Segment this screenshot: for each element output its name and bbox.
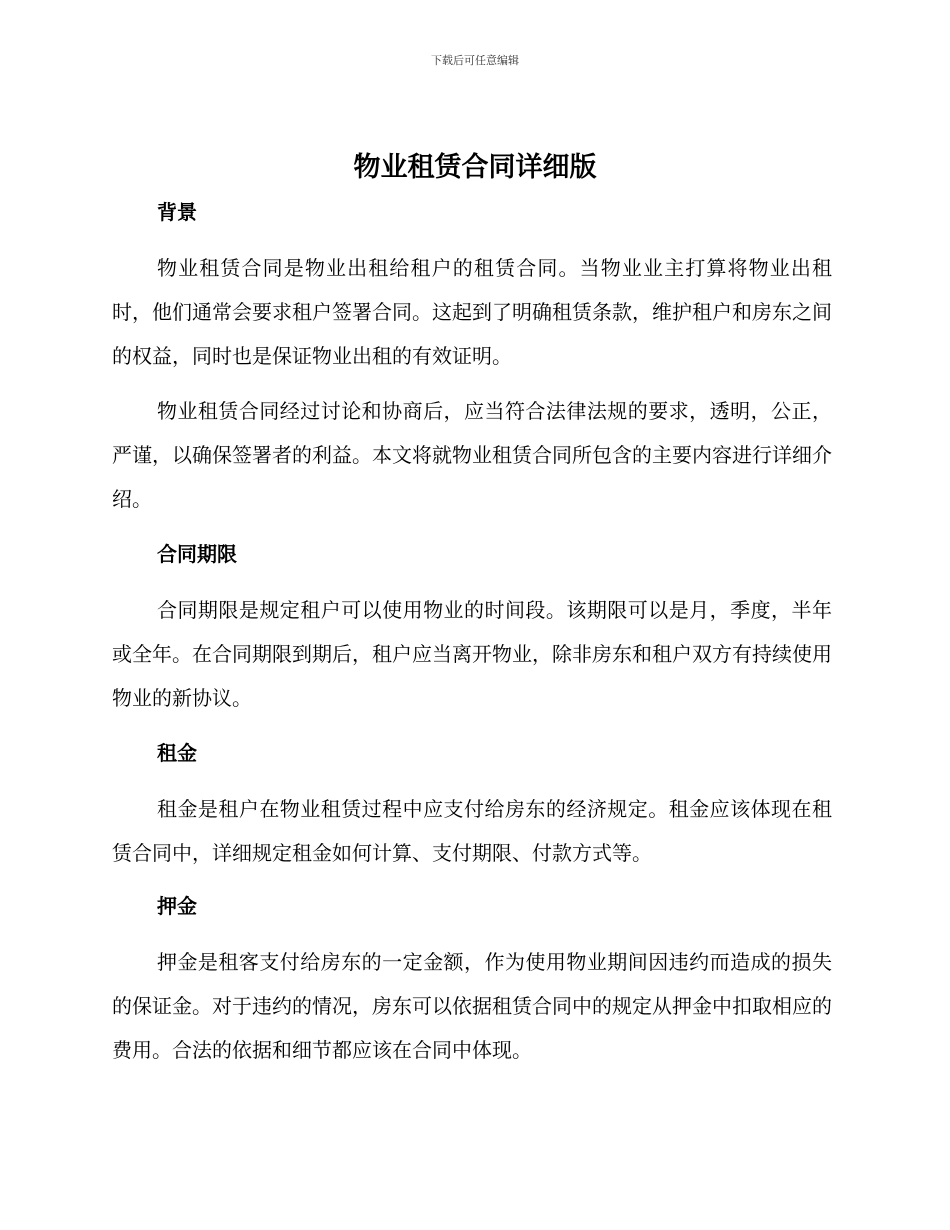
section-heading-rent: 租金	[157, 741, 197, 765]
paragraph-term: 合同期限是规定租户可以使用物业的时间段。该期限可以是月，季度，半年或全年。在合同期限到期后，租户应当离开物业，除非房东和租户双方有持续使用物业的新协议。	[112, 598, 832, 710]
section-heading-background: 背景	[157, 200, 197, 224]
paragraph-deposit: 押金是租客支付给房东的一定金额，作为使用物业期间因违约而造成的损失的保证金。对于违约的情况，房东可以依据租赁合同中的规定从押金中扣取相应的费用。合法的依据和细节都应该在合同中体现。	[112, 950, 832, 1062]
header-note: 下载后可任意编辑	[431, 54, 519, 67]
paragraph-rent: 租金是租户在物业租赁过程中应支付给房东的经济规定。租金应该体现在租赁合同中，详细规定租金如何计算、支付期限、付款方式等。	[112, 797, 832, 865]
paragraph-background-1: 物业租赁合同是物业出租给租户的租赁合同。当物业业主打算将物业出租时，他们通常会要求租户签署合同。这起到了明确租赁条款，维护租户和房东之间的权益，同时也是保证物业出租的有效证明。	[112, 256, 832, 368]
paragraph-background-2: 物业租赁合同经过讨论和协商后，应当符合法律法规的要求，透明，公正，严谨，以确保签署者的利益。本文将就物业租赁合同所包含的主要内容进行详细介绍。	[112, 399, 832, 511]
document-title: 物业租赁合同详细版	[353, 152, 597, 183]
section-heading-term: 合同期限	[157, 542, 237, 566]
section-heading-deposit: 押金	[157, 894, 197, 918]
